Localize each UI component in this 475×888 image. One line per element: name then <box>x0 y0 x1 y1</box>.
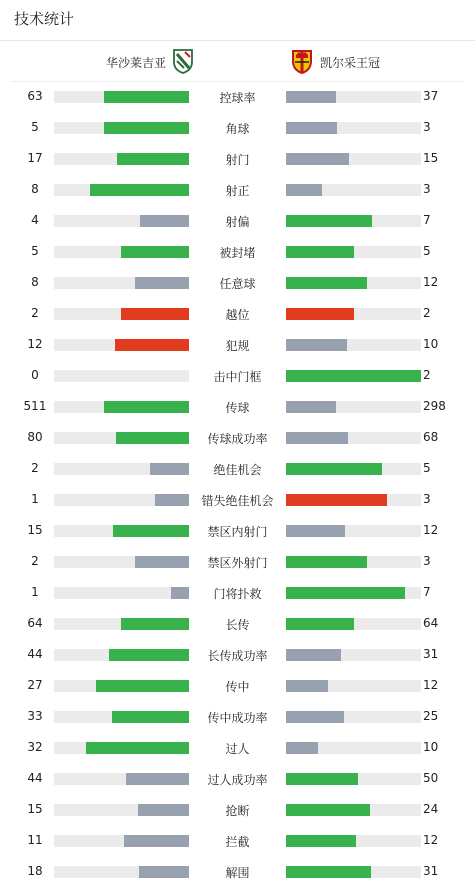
stat-label: 门将扑救 <box>213 587 262 601</box>
home-team-name: 华沙莱吉亚 <box>106 55 167 70</box>
away-value: 2 <box>423 306 431 320</box>
stat-label: 射正 <box>225 184 250 198</box>
away-bar-track <box>286 587 421 599</box>
home-value: 44 <box>27 771 43 785</box>
home-value: 64 <box>27 616 43 630</box>
home-bar-track <box>54 401 189 413</box>
away-value: 2 <box>423 368 431 382</box>
home-value: 80 <box>27 430 43 444</box>
home-value: 0 <box>31 368 39 382</box>
stat-row <box>0 143 475 174</box>
away-bar-track <box>286 649 421 661</box>
away-value: 24 <box>423 802 439 816</box>
away-bar-track <box>286 680 421 692</box>
home-bar-track <box>54 463 189 475</box>
away-bar-track <box>286 618 421 630</box>
stat-label: 射偏 <box>225 215 250 229</box>
home-value: 32 <box>27 740 43 754</box>
away-bar-fill <box>286 184 322 196</box>
away-bar-track <box>286 184 421 196</box>
home-bar-track <box>54 370 189 382</box>
away-value: 15 <box>423 151 439 165</box>
home-bar-fill <box>104 122 189 134</box>
away-bar-track <box>286 494 421 506</box>
stat-label: 被封堵 <box>219 246 256 260</box>
away-bar-fill <box>286 649 341 661</box>
stat-label: 过人 <box>225 742 250 756</box>
away-bar-track <box>286 525 421 537</box>
legia-crest-icon <box>172 48 194 77</box>
home-value: 18 <box>27 864 43 878</box>
away-bar-fill <box>286 680 328 692</box>
home-value: 2 <box>31 461 39 475</box>
away-bar-track <box>286 277 421 289</box>
stat-label: 拦截 <box>225 835 250 849</box>
home-bar-fill <box>155 494 189 506</box>
home-value: 44 <box>27 647 43 661</box>
stat-row <box>0 236 475 267</box>
stat-row <box>0 174 475 205</box>
away-bar-fill <box>286 277 367 289</box>
away-bar-fill <box>286 494 387 506</box>
stat-row <box>0 267 475 298</box>
stat-label: 越位 <box>225 308 250 322</box>
away-bar-fill <box>286 866 371 878</box>
stat-row <box>0 794 475 825</box>
home-bar-fill <box>112 711 189 723</box>
away-bar-track <box>286 711 421 723</box>
stat-label: 禁区内射门 <box>207 525 268 539</box>
stat-row <box>0 639 475 670</box>
home-bar-track <box>54 339 189 351</box>
away-bar-fill <box>286 339 347 351</box>
stat-label: 长传 <box>225 618 250 632</box>
away-bar-track <box>286 804 421 816</box>
home-bar-track <box>54 556 189 568</box>
home-bar-fill <box>171 587 189 599</box>
home-bar-track <box>54 308 189 320</box>
stat-label: 解围 <box>225 866 250 880</box>
home-bar-fill <box>139 866 189 878</box>
home-bar-fill <box>135 556 189 568</box>
home-bar-track <box>54 153 189 165</box>
away-value: 50 <box>423 771 439 785</box>
stat-row <box>0 391 475 422</box>
home-bar-fill <box>90 184 189 196</box>
stat-row <box>0 360 475 391</box>
home-bar-fill <box>116 432 189 444</box>
away-value: 3 <box>423 492 431 506</box>
away-team-name: 凯尔采王冠 <box>320 55 381 70</box>
home-value: 8 <box>31 275 39 289</box>
away-bar-fill <box>286 556 367 568</box>
home-value: 8 <box>31 182 39 196</box>
away-value: 5 <box>423 244 431 258</box>
stat-label: 长传成功率 <box>207 649 268 663</box>
away-value: 5 <box>423 461 431 475</box>
home-bar-fill <box>121 246 189 258</box>
home-bar-track <box>54 773 189 785</box>
home-value: 2 <box>31 306 39 320</box>
stat-label: 传中 <box>225 680 250 694</box>
away-bar-fill <box>286 215 372 227</box>
away-bar-fill <box>286 463 382 475</box>
home-bar-track <box>54 804 189 816</box>
away-value: 68 <box>423 430 439 444</box>
home-bar-track <box>54 432 189 444</box>
home-value: 5 <box>31 244 39 258</box>
away-value: 3 <box>423 554 431 568</box>
away-bar-track <box>286 463 421 475</box>
home-bar-track <box>54 525 189 537</box>
home-bar-fill <box>121 618 189 630</box>
stat-row <box>0 825 475 856</box>
stat-row <box>0 701 475 732</box>
home-team[interactable] <box>100 46 194 78</box>
away-bar-fill <box>286 308 354 320</box>
away-bar-fill <box>286 742 318 754</box>
home-bar-fill <box>109 649 189 661</box>
stat-row <box>0 298 475 329</box>
away-value: 12 <box>423 678 439 692</box>
stat-row <box>0 856 475 887</box>
away-value: 31 <box>423 864 439 878</box>
home-bar-fill <box>126 773 189 785</box>
home-value: 63 <box>27 89 43 103</box>
home-bar-track <box>54 246 189 258</box>
home-bar-fill <box>124 835 189 847</box>
home-bar-fill <box>135 277 189 289</box>
home-bar-fill <box>138 804 189 816</box>
home-value: 12 <box>27 337 43 351</box>
home-value: 15 <box>27 802 43 816</box>
away-bar-track <box>286 91 421 103</box>
home-bar-fill <box>96 680 189 692</box>
home-bar-track <box>54 215 189 227</box>
home-value: 15 <box>27 523 43 537</box>
away-bar-fill <box>286 773 358 785</box>
home-value: 511 <box>23 399 47 413</box>
stat-label: 击中门框 <box>213 370 262 384</box>
teams-header <box>0 46 475 78</box>
stat-label: 绝佳机会 <box>213 463 262 477</box>
home-value: 5 <box>31 120 39 134</box>
home-bar-track <box>54 742 189 754</box>
home-bar-track <box>54 494 189 506</box>
home-bar-track <box>54 649 189 661</box>
home-bar-fill <box>86 742 189 754</box>
away-bar-fill <box>286 246 354 258</box>
home-bar-fill <box>113 525 189 537</box>
home-bar-track <box>54 587 189 599</box>
home-value: 11 <box>27 833 43 847</box>
home-bar-track <box>54 184 189 196</box>
away-bar-fill <box>286 587 405 599</box>
home-bar-fill <box>150 463 189 475</box>
stat-label: 任意球 <box>219 277 256 291</box>
away-bar-track <box>286 835 421 847</box>
home-bar-fill <box>115 339 189 351</box>
stat-row <box>0 577 475 608</box>
away-bar-fill <box>286 122 337 134</box>
stat-label: 传中成功率 <box>207 711 268 725</box>
stat-row <box>0 732 475 763</box>
stat-row <box>0 329 475 360</box>
away-bar-fill <box>286 370 421 382</box>
home-value: 1 <box>31 585 39 599</box>
away-bar-fill <box>286 153 349 165</box>
home-bar-track <box>54 680 189 692</box>
stat-label: 抢断 <box>225 804 250 818</box>
stat-row <box>0 763 475 794</box>
home-bar-track <box>54 91 189 103</box>
stat-row <box>0 81 475 112</box>
away-value: 10 <box>423 337 439 351</box>
stat-label: 角球 <box>225 122 250 136</box>
home-bar-track <box>54 277 189 289</box>
away-bar-track <box>286 773 421 785</box>
home-value: 2 <box>31 554 39 568</box>
away-bar-track <box>286 432 421 444</box>
stat-label: 控球率 <box>219 91 256 105</box>
away-bar-fill <box>286 618 354 630</box>
stat-row <box>0 484 475 515</box>
away-value: 12 <box>423 523 439 537</box>
away-value: 12 <box>423 275 439 289</box>
home-bar-track <box>54 618 189 630</box>
away-bar-fill <box>286 711 344 723</box>
away-bar-track <box>286 742 421 754</box>
home-bar-track <box>54 711 189 723</box>
title-divider <box>0 40 475 41</box>
away-bar-fill <box>286 525 345 537</box>
away-bar-fill <box>286 91 336 103</box>
away-bar-track <box>286 556 421 568</box>
away-bar-fill <box>286 835 356 847</box>
away-bar-track <box>286 339 421 351</box>
away-team[interactable] <box>290 46 386 78</box>
away-bar-track <box>286 215 421 227</box>
away-bar-track <box>286 401 421 413</box>
stat-row <box>0 608 475 639</box>
away-bar-fill <box>286 432 348 444</box>
away-bar-track <box>286 308 421 320</box>
stat-row <box>0 453 475 484</box>
stat-row <box>0 112 475 143</box>
away-bar-fill <box>286 804 370 816</box>
home-bar-track <box>54 835 189 847</box>
away-value: 25 <box>423 709 439 723</box>
away-value: 3 <box>423 182 431 196</box>
stat-row <box>0 670 475 701</box>
page-title: 技术统计 <box>14 10 75 28</box>
away-value: 7 <box>423 213 431 227</box>
stat-label: 错失绝佳机会 <box>201 494 274 508</box>
away-value: 10 <box>423 740 439 754</box>
away-value: 7 <box>423 585 431 599</box>
home-bar-fill <box>104 401 189 413</box>
stat-label: 过人成功率 <box>207 773 268 787</box>
stat-row <box>0 546 475 577</box>
stat-label: 传球成功率 <box>207 432 268 446</box>
home-value: 17 <box>27 151 43 165</box>
away-value: 298 <box>423 399 446 413</box>
stat-label: 传球 <box>225 401 250 415</box>
stat-row <box>0 205 475 236</box>
stat-label: 射门 <box>225 153 250 167</box>
away-bar-track <box>286 246 421 258</box>
away-bar-fill <box>286 401 336 413</box>
stat-label: 禁区外射门 <box>207 556 268 570</box>
home-value: 4 <box>31 213 39 227</box>
home-value: 33 <box>27 709 43 723</box>
away-value: 12 <box>423 833 439 847</box>
away-bar-track <box>286 122 421 134</box>
away-bar-track <box>286 866 421 878</box>
home-bar-fill <box>104 91 189 103</box>
away-bar-track <box>286 370 421 382</box>
home-bar-fill <box>121 308 189 320</box>
home-bar-track <box>54 866 189 878</box>
away-value: 64 <box>423 616 439 630</box>
away-value: 31 <box>423 647 439 661</box>
away-value: 3 <box>423 120 431 134</box>
home-value: 27 <box>27 678 43 692</box>
stat-label: 犯规 <box>225 339 250 353</box>
home-bar-track <box>54 122 189 134</box>
home-bar-fill <box>140 215 189 227</box>
stat-row <box>0 422 475 453</box>
home-bar-fill <box>117 153 189 165</box>
korona-crest-icon <box>290 48 314 77</box>
away-bar-track <box>286 153 421 165</box>
home-value: 1 <box>31 492 39 506</box>
away-value: 37 <box>423 89 439 103</box>
stat-row <box>0 515 475 546</box>
